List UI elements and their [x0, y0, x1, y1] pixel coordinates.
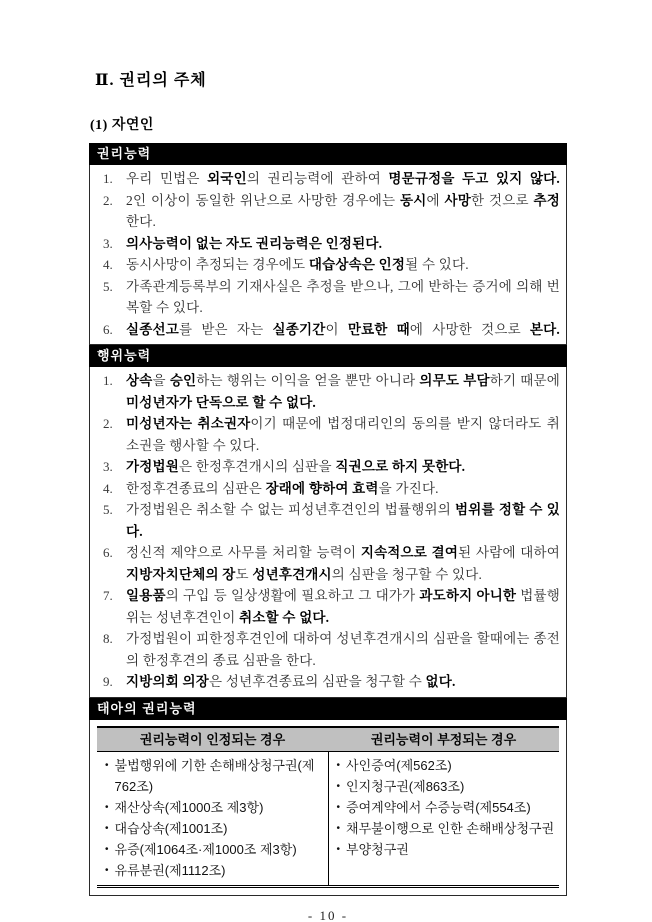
list-item [96, 542, 560, 585]
bullet-icon: • [105, 843, 109, 855]
table-list-item: • 대습상속(제1001조) [100, 818, 325, 839]
section-header-act-capacity: 행위능력 [89, 345, 567, 367]
item-text: 동시사망이 추정되는 경우에도 대습상속은 인정될 수 있다. [126, 257, 469, 272]
section-header-fetus-rights: 태아의 권리능력 [89, 698, 567, 720]
list-item [96, 254, 560, 276]
item-number: 7. [103, 588, 113, 603]
bullet-icon: • [336, 843, 341, 855]
section-act-capacity [89, 345, 567, 698]
table-col-recognized [97, 751, 328, 886]
bullet-icon: • [105, 759, 109, 771]
table-list-item: • 유류분권(제1112조) [100, 860, 325, 881]
table-header-denied: 권리능력이 부정되는 경우 [328, 727, 559, 752]
list-item [96, 168, 560, 190]
table-list-item: • 재산상속(제1000조 제3항) [100, 797, 325, 818]
table-col-denied [328, 751, 559, 886]
bullet-icon: • [336, 759, 341, 771]
page-content [89, 72, 567, 922]
item-text: 가정법원은 한정후견개시의 심판을 직권으로 하지 못한다. [126, 459, 466, 474]
item-text: 정신적 제약으로 사무를 처리할 능력이 지속적으로 결여된 사람에 대하여 지방자치단체의 장도 성년후견개시의 심판을 청구할 수 있다. [126, 545, 561, 582]
item-number: 4. [103, 257, 113, 272]
act-capacity-list [96, 370, 560, 693]
rights-capacity-box [89, 165, 567, 345]
item-text: 가정법원은 취소할 수 없는 피성년후견인의 법률행위의 범위를 정할 수 있다. [126, 502, 560, 539]
rights-capacity-list [96, 168, 560, 340]
item-text: 실종선고를 받은 자는 실종기간이 만료한 때에 사망한 것으로 본다. [126, 321, 560, 337]
page-number: - 10 - [307, 907, 349, 922]
item-number: 9. [103, 674, 113, 689]
item-text: 미성년자는 취소권자이기 때문에 법정대리인의 동의를 받지 않더라도 취소권을 행사할 수 있다. [126, 416, 560, 453]
section-rights-capacity [89, 143, 567, 345]
bullet-icon: • [336, 822, 341, 834]
page-title: Ⅱ. 권리의 주체 [95, 72, 207, 89]
table-list-item: • 채무불이행으로 인한 손해배상청구권 [332, 818, 557, 839]
table-header-recognized: 권리능력이 인정되는 경우 [97, 727, 328, 752]
list-item [96, 499, 560, 542]
list-item [96, 456, 560, 478]
fetus-rights-table [97, 726, 559, 888]
section-header-rights-capacity: 권리능력 [89, 143, 567, 165]
item-text: 가정법원이 피한정후견인에 대하여 성년후견개시의 심판을 할때에는 종전의 한정후견의 종료 심판을 한다. [126, 631, 560, 668]
item-number: 1. [103, 373, 113, 388]
bullet-icon: • [105, 822, 109, 834]
item-number: 5. [103, 278, 113, 294]
bullet-icon: • [105, 801, 109, 813]
table-list-item: • 인지청구권(제863조) [332, 776, 557, 797]
item-text: 의사능력이 없는 자도 권리능력은 인정된다. [126, 235, 383, 251]
table-list-item: • 유증(제1064조·제1000조 제3항) [100, 839, 325, 860]
fetus-rights-box [89, 720, 567, 896]
item-number: 5. [103, 502, 113, 517]
section-fetus-rights [89, 698, 567, 896]
item-number: 3. [103, 459, 113, 474]
table-list-item: • 증여계약에서 수증능력(제554조) [332, 797, 557, 818]
bullet-icon: • [336, 780, 341, 792]
list-item [96, 628, 560, 671]
item-number: 2. [103, 416, 113, 431]
list-item [96, 370, 560, 413]
list-item [96, 671, 560, 693]
bullet-icon: • [336, 801, 341, 813]
item-number: 6. [103, 321, 113, 337]
item-number: 1. [103, 171, 113, 186]
table-list-item: • 사인증여(제562조) [332, 755, 557, 776]
list-item [96, 233, 560, 255]
item-text: 우리 민법은 외국인의 권리능력에 관하여 명문규정을 두고 있지 않다. [126, 171, 560, 186]
item-text: 2인 이상이 동일한 위난으로 사망한 경우에는 동시에 사망한 것으로 추정한다. [126, 192, 560, 229]
list-item [96, 276, 560, 319]
list-item [96, 319, 560, 341]
item-number: 2. [103, 192, 113, 208]
act-capacity-box [89, 367, 567, 698]
item-text: 일용품의 구입 등 일상생활에 필요하고 그 대가가 과도하지 아니한 법률행위는 성년후견인이 취소할 수 없다. [126, 588, 560, 625]
table-list-item: • 불법행위에 기한 손해배상청구권(제762조) [100, 755, 325, 797]
bullet-icon: • [105, 864, 109, 876]
item-number: 6. [103, 545, 113, 560]
item-text: 한정후견종료의 심판은 장래에 향하여 효력을 가진다. [126, 480, 439, 496]
item-number: 3. [103, 235, 113, 251]
item-number: 4. [103, 480, 113, 496]
item-text: 지방의회 의장은 성년후견종료의 심판을 청구할 수 없다. [126, 674, 456, 689]
table-list-item: • 부양청구권 [332, 839, 557, 860]
list-item [96, 190, 560, 233]
list-item [96, 585, 560, 628]
item-number: 8. [103, 631, 113, 646]
list-item [96, 478, 560, 500]
list-item [96, 413, 560, 456]
item-text: 상속을 승인하는 행위는 이익을 얻을 뿐만 아니라 의무도 부담하기 때문에 미성년자가 단독으로 할 수 없다. [126, 373, 560, 410]
subsection-title: (1) 자연인 [90, 118, 154, 133]
item-text: 가족관계등록부의 기재사실은 추정을 받으나, 그에 반하는 증거에 의해 번복할 수 있다. [126, 278, 560, 315]
